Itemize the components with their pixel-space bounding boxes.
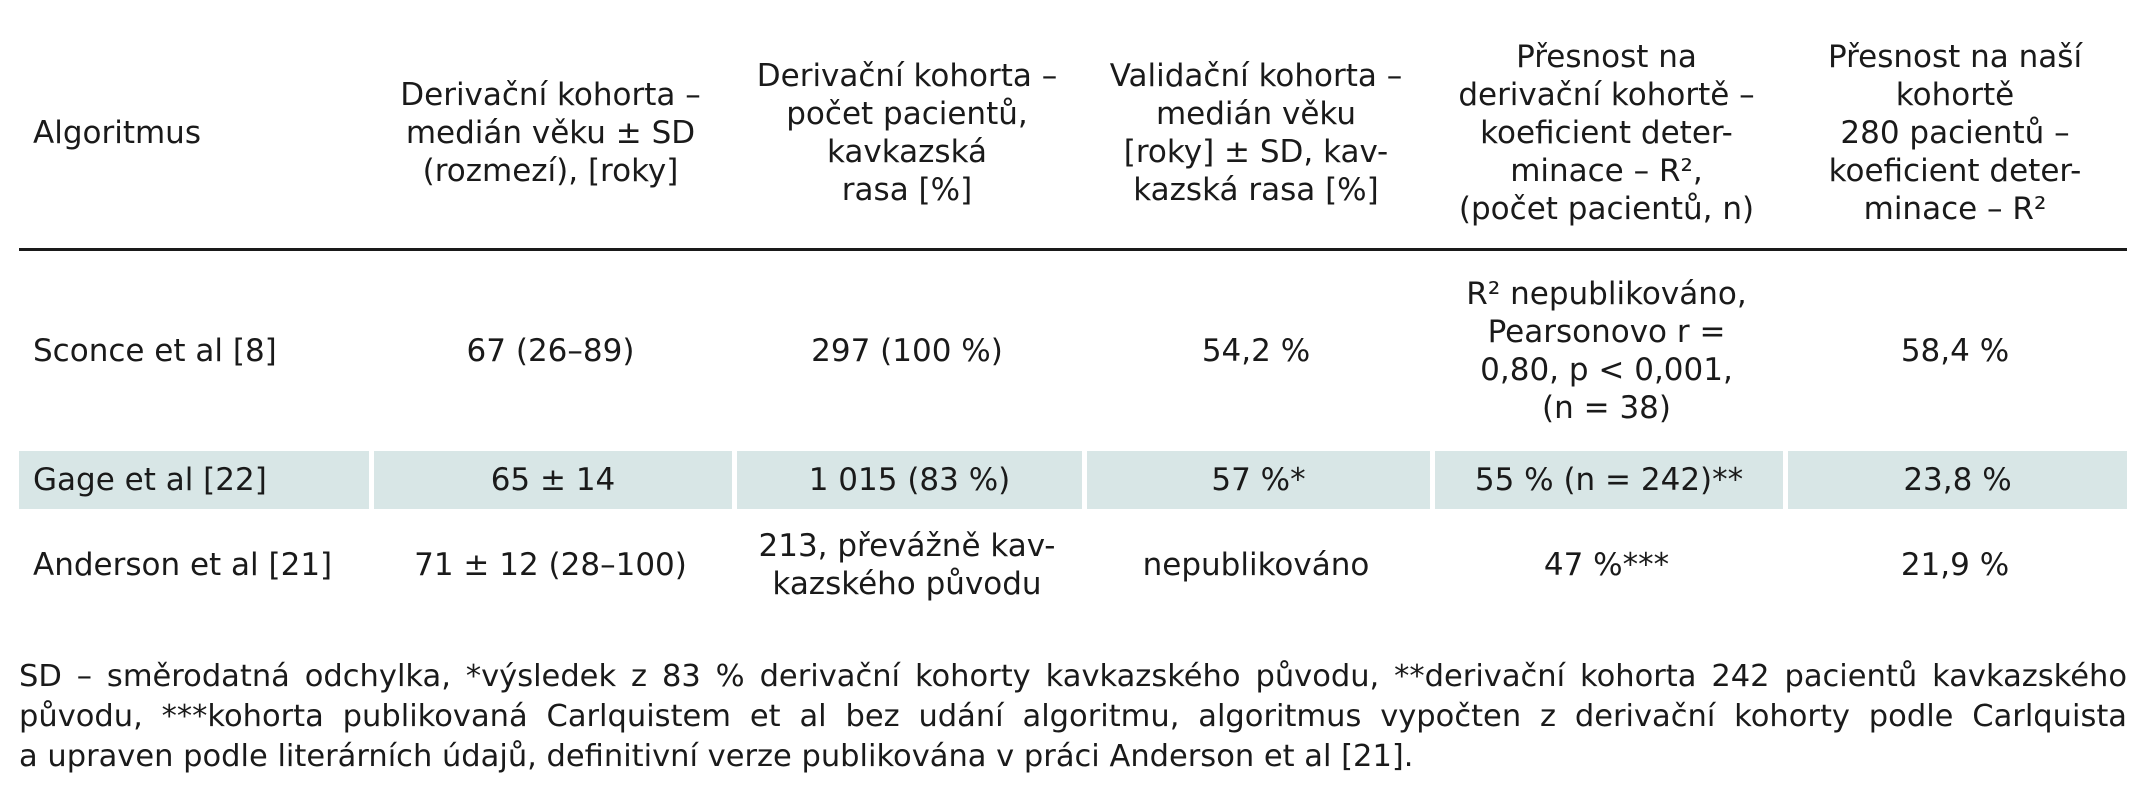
cell-line: 58,4 % [1900,333,2010,369]
cell-line: Pearsonovo r = [1487,314,1726,350]
header-accuracy-derivation [1430,18,1783,251]
cell-line: 47 %*** [1543,547,1670,583]
header-line: Přesnost na naší [1827,39,2083,75]
table-cell [732,451,1082,509]
header-line: (rozmezí), [roky] [422,153,679,189]
cell-line: Sconce et al [8] [33,333,277,369]
header-line: kazská rasa [%] [1133,172,1379,208]
comparison-table [19,18,2127,621]
table-cell [1783,451,2127,509]
table-cell [732,251,1082,451]
table-cell [1082,251,1430,451]
table-row-highlighted [19,451,2127,509]
cell-line: 71 ± 12 (28–100) [414,547,687,583]
header-line: (počet pacientů, n) [1458,191,1755,227]
header-line: rasa [%] [841,172,973,208]
table-cell [369,509,732,621]
cell-line: 21,9 % [1900,547,2010,583]
table-cell [1082,509,1430,621]
table-cell [1082,451,1430,509]
cell-line: 213, převážně kav- [758,528,1056,564]
header-line: Přesnost na [1516,39,1697,75]
header-line: derivační kohortě – [1458,77,1755,113]
cell-line: 1 015 (83 %) [808,462,1011,498]
table-cell [369,451,732,509]
cell-line: 65 ± 14 [490,462,616,498]
header-line: kavkazská [827,134,987,170]
table-cell [19,251,369,451]
footnote-line: původu, ***kohorta publikovaná Carlquistem et al bez udání algoritmu, algoritmus vypočten z derivační kohorty podle Carlquista [19,699,2127,734]
cell-line: 57 %* [1211,462,1306,498]
table-header [19,18,2127,251]
footnote-line: a upraven podle literárních údajů, definitivní verze publikována v práci Anderson et al [21]. [19,739,1414,774]
header-line: Derivační kohorta – [756,58,1058,94]
cell-line: 297 (100 %) [811,333,1003,369]
table-cell [1430,509,1783,621]
header-row [19,18,2127,251]
cell-line: 67 (26–89) [466,333,635,369]
table-cell [1783,251,2127,451]
cell-line: 55 % (n = 242)** [1474,462,1744,498]
header-line: Derivační kohorta – [400,77,701,113]
header-line: medián věku [1155,96,1357,132]
header-line: počet pacientů, [786,96,1028,132]
header-line: Algoritmus [33,115,201,151]
cell-line: kazského původu [772,566,1042,602]
cell-line: 23,8 % [1903,462,2012,498]
header-line: minace – R², [1510,153,1703,189]
cell-line: R² nepublikováno, [1466,276,1747,312]
header-line: medián věku ± SD [405,115,696,151]
cell-line: nepublikováno [1142,547,1370,583]
comparison-table-container [19,18,2127,621]
cell-line: 0,80, p < 0,001, [1480,352,1733,388]
table-footnote [19,657,2127,777]
header-line: minace – R² [1863,191,2047,227]
table-body [19,251,2127,621]
table-cell [1430,251,1783,451]
table-cell [19,451,369,509]
header-line: kohortě [1895,77,2015,113]
header-derivation-count [732,18,1082,251]
cell-line: Gage et al [22] [33,462,267,498]
footnote-line: SD – směrodatná odchylka, *výsledek z 83 % derivační kohorty kavkazského původu, **derivační kohorta 242 pacientů kavkazského [19,659,2127,694]
table-row [19,509,2127,621]
cell-line: Anderson et al [21] [33,547,333,583]
table-row [19,251,2127,451]
header-derivation-age [369,18,732,251]
header-line: koeficient deter- [1480,115,1733,151]
header-line: koeficient deter- [1828,153,2082,189]
table-cell [1430,451,1783,509]
header-validation [1082,18,1430,251]
table-cell [1783,509,2127,621]
table-cell [732,509,1082,621]
table-cell [19,509,369,621]
header-algoritmus [19,18,369,251]
table-cell [369,251,732,451]
header-line: 280 pacientů – [1840,115,2070,151]
cell-line: (n = 38) [1542,390,1671,426]
header-line: [roky] ± SD, kav- [1123,134,1389,170]
header-line: Validační kohorta – [1109,58,1403,94]
header-accuracy-our-cohort [1783,18,2127,251]
cell-line: 54,2 % [1201,333,1311,369]
